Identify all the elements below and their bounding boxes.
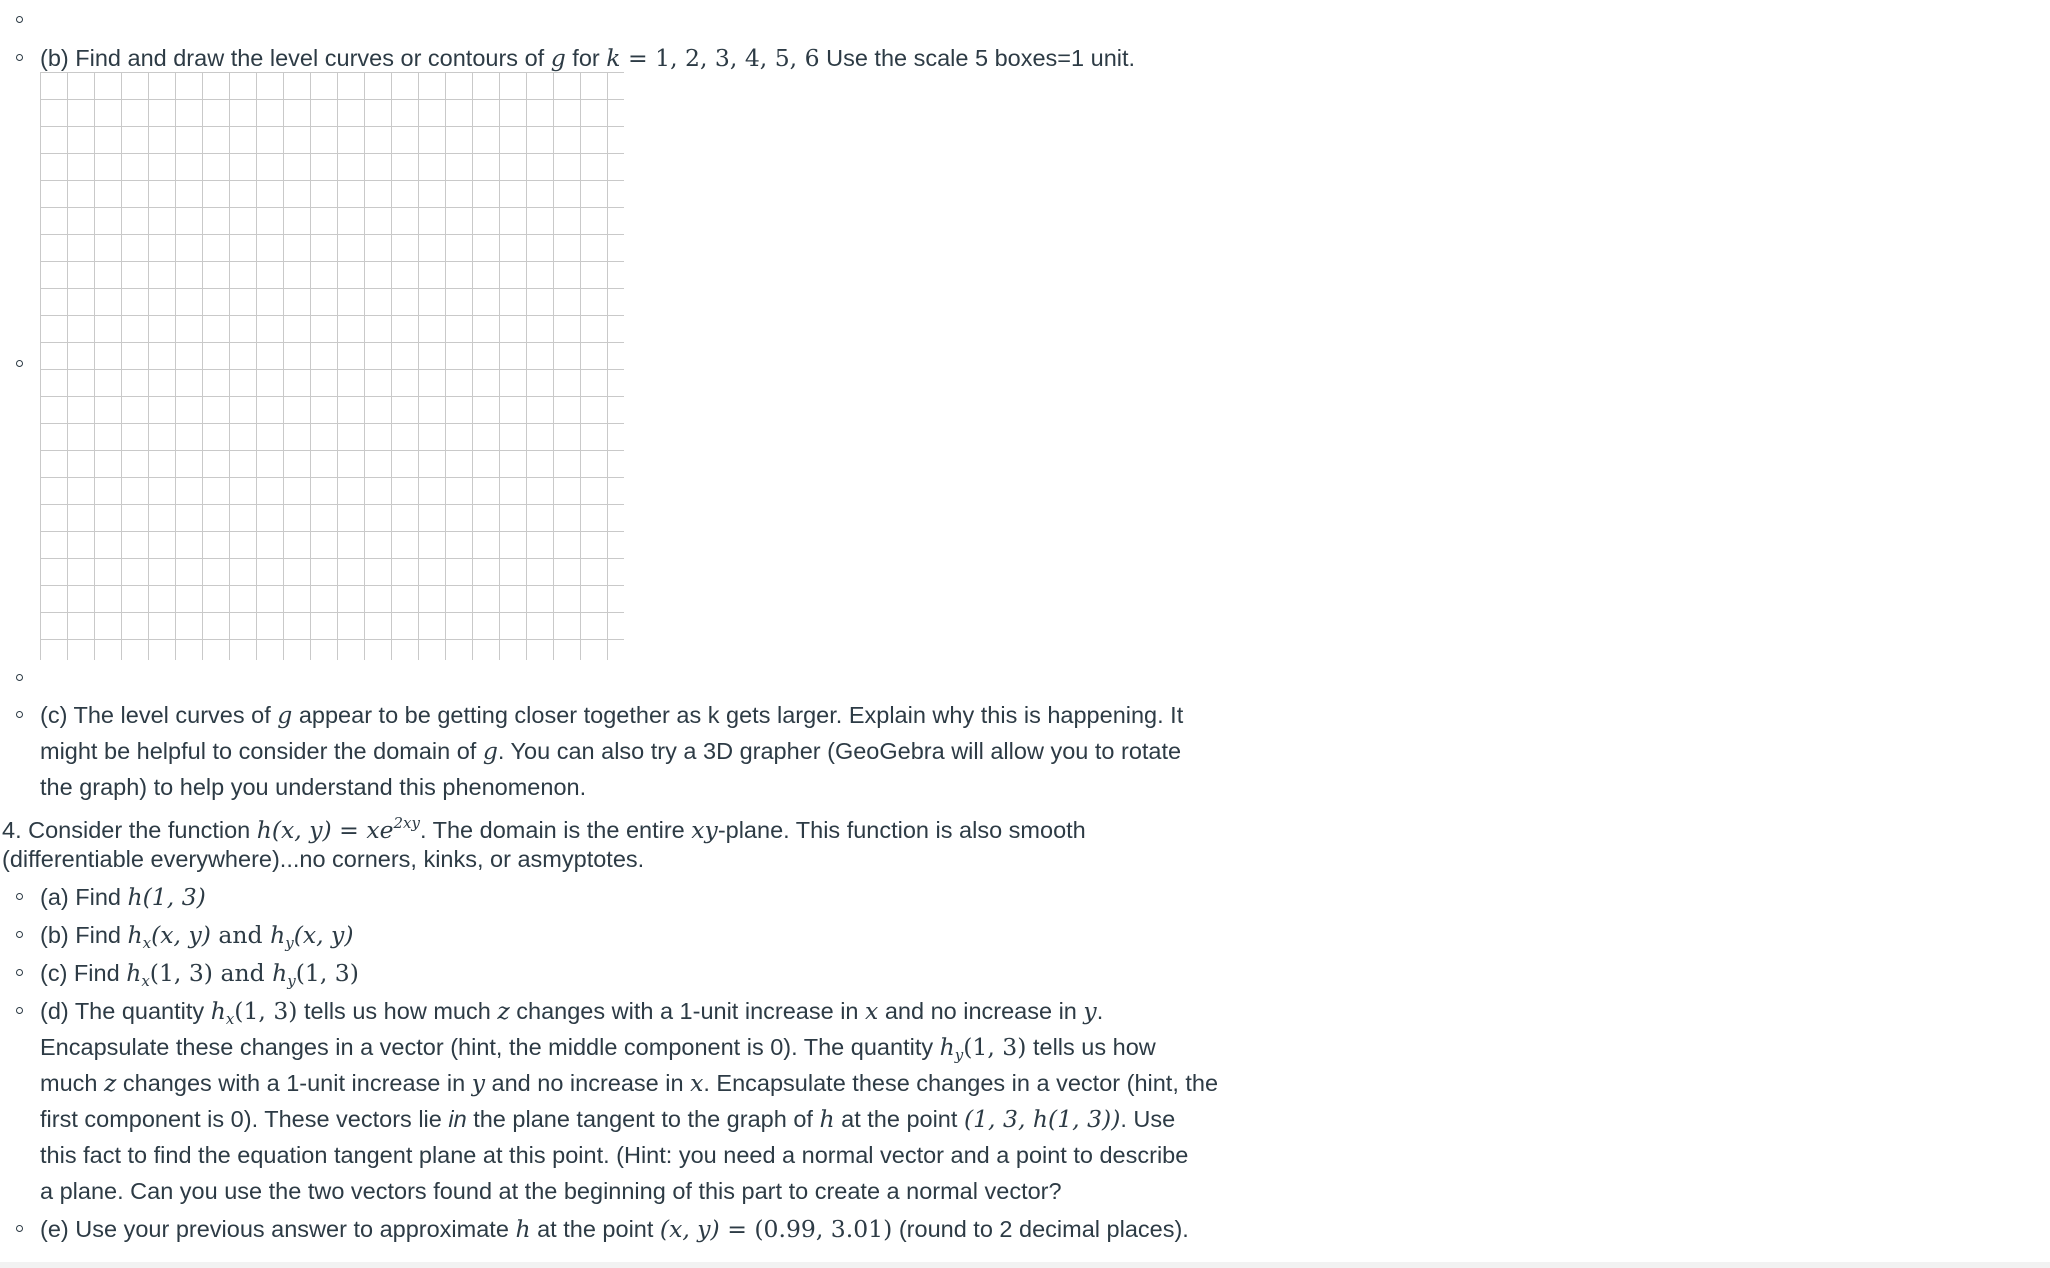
question-4-intro-line-2: (differentiable everywhere)...no corners, kinks, or asmyptotes.	[2, 846, 645, 872]
list-bullet	[16, 969, 23, 976]
part-4d-line-6: a plane. Can you use the two vectors found at the beginning of this part to create a normal vector?	[40, 1178, 1062, 1204]
graph-paper-grid	[40, 72, 624, 660]
list-bullet	[16, 674, 23, 681]
list-bullet	[16, 1225, 23, 1232]
part-b-level-curves-prompt: (b) Find and draw the level curves or contours of g for k = 1, 2, 3, 4, 5, 6 Use the scale 5 boxes=1 unit.	[40, 44, 1136, 72]
part-4e: (e) Use your previous answer to approximate h at the point (x, y) = (0.99, 3.01) (round to 2 decimal places).	[40, 1215, 1189, 1243]
list-bullet	[16, 360, 23, 367]
part-4c: (c) Find $h_x(1$, 3) and $h_y(1$, 3)	[40, 959, 359, 990]
list-bullet	[16, 16, 23, 23]
part-c-line-3: the graph) to help you understand this phenomenon.	[40, 774, 587, 800]
list-bullet	[16, 711, 23, 718]
part-4a: (a) Find h(1, 3)	[40, 883, 206, 911]
part-4d-line-5: this fact to find the equation tangent plane at this point. (Hint: you need a normal vector and a point to describe	[40, 1142, 1189, 1168]
part-4d-line-1: (d) The quantity $h_x(1$, 3) tells us how much z changes with a 1-unit increase in x and no increase in y.	[40, 997, 1104, 1028]
part-4d-line-2: Encapsulate these changes in a vector (hint, the middle component is 0). The quantity $h_y(1$, 3) tells us how	[40, 1033, 1156, 1064]
list-bullet	[16, 54, 23, 61]
list-bullet	[16, 893, 23, 900]
question-4-intro: 4. Consider the function h(x, $y) = xe^{2xy}$. The domain is the entire xy-plane. This function is also smooth	[2, 814, 1086, 844]
part-4d-line-3: much z changes with a 1-unit increase in y and no increase in x. Encapsulate these changes in a vector (hint, the	[40, 1069, 1219, 1097]
part-4d-line-4: first component is 0). These vectors lie in the plane tangent to the graph of h at the point (1, 3, h(1, 3)). Use	[40, 1105, 1176, 1133]
list-bullet	[16, 1007, 23, 1014]
list-bullet	[16, 931, 23, 938]
part-4b: (b) Find $h_x(x$, y) and $h_y(x$, y)	[40, 921, 354, 952]
part-c-line-1: (c) The level curves of g appear to be getting closer together as k gets larger. Explain why this is happening. It	[40, 701, 1184, 729]
part-c-line-2: might be helpful to consider the domain of g. You can also try a 3D grapher (GeoGebra will allow you to rotate	[40, 737, 1182, 765]
bottom-divider	[0, 1262, 2050, 1268]
